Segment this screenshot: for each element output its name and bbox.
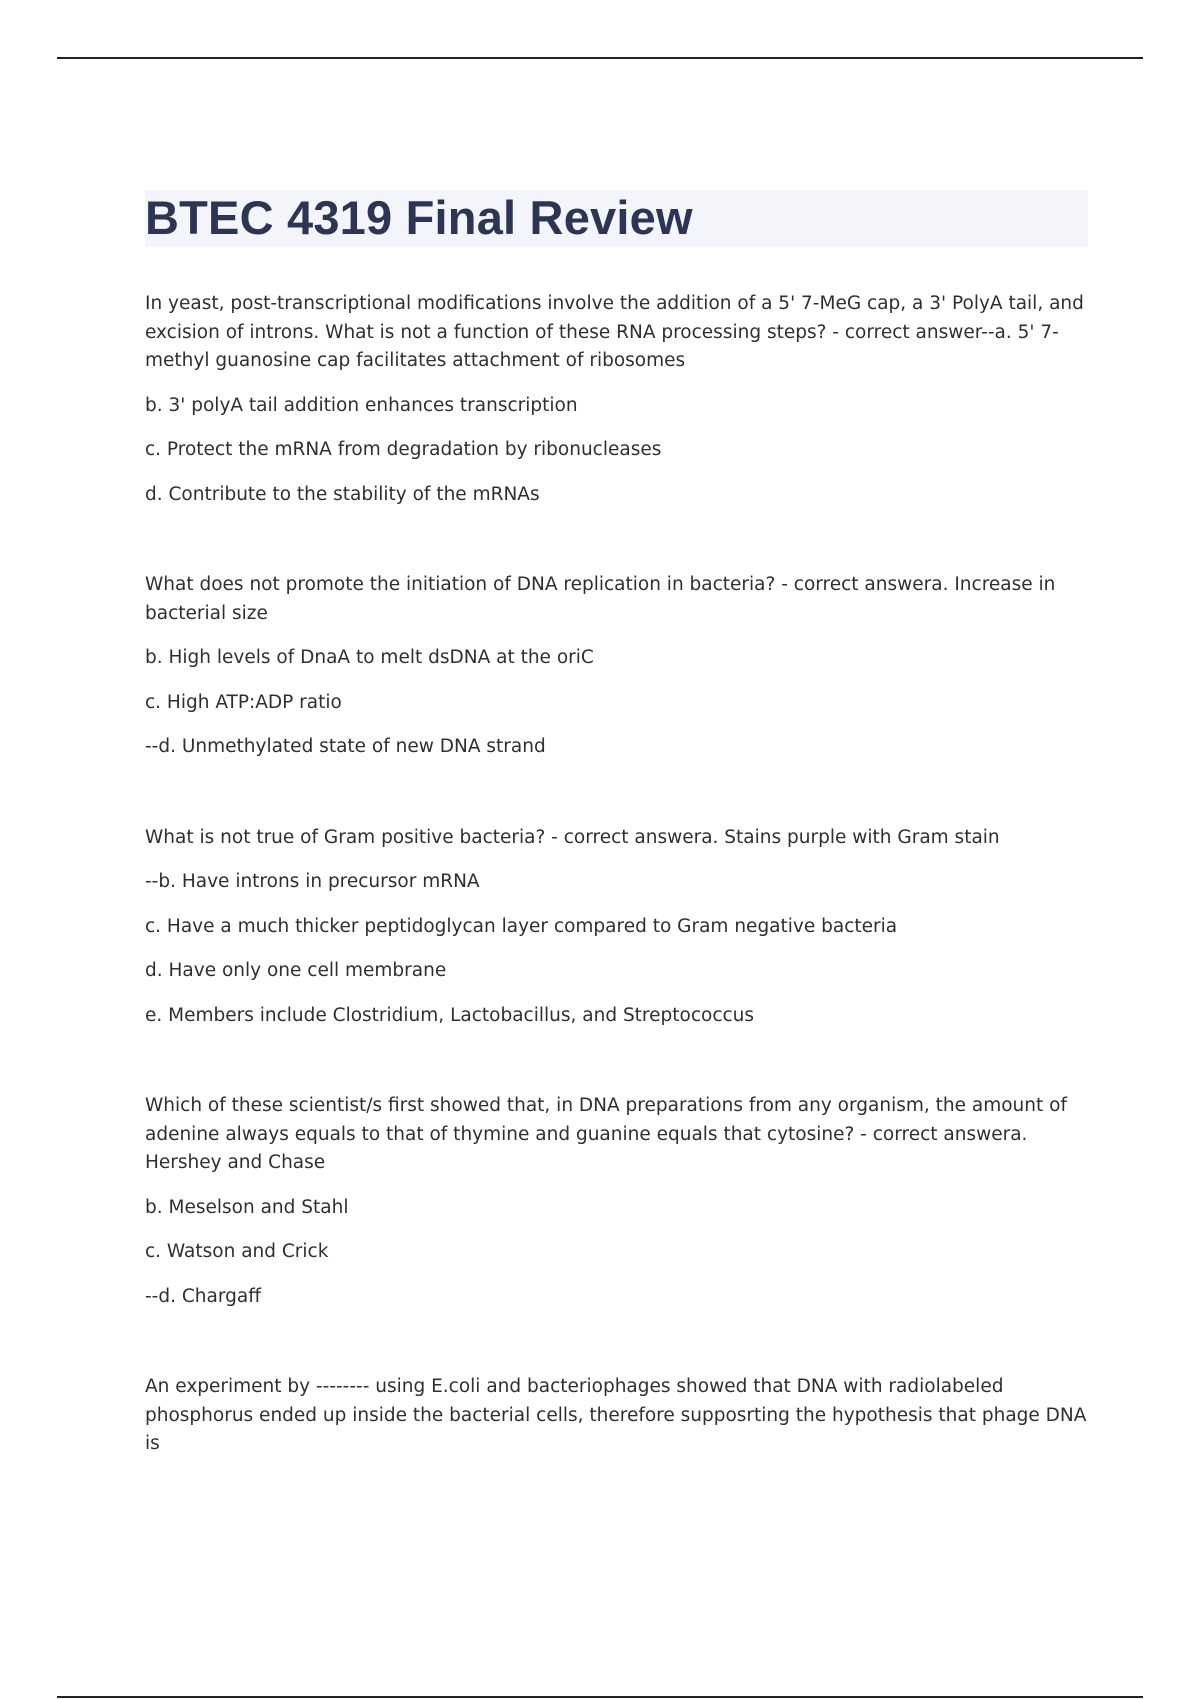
- question-block: [145, 1092, 1090, 1311]
- answer-option: c. Have a much thicker peptidoglycan layer compared to Gram negative bacteria: [145, 915, 898, 937]
- answer-option: b. 3' polyA tail addition enhances transcription: [145, 394, 578, 416]
- answer-option: b. High levels of DnaA to melt dsDNA at the oriC: [145, 647, 594, 668]
- header-rule: [57, 57, 1143, 59]
- answer-option: --d. Chargaff: [145, 1285, 261, 1307]
- question-block: [145, 290, 1090, 509]
- title-banner: [145, 190, 1088, 247]
- answer-option: --b. Have introns in precursor mRNA: [145, 871, 480, 892]
- block-spacer: [145, 1046, 1090, 1092]
- question-text: In yeast, post-transcriptional modifications involve the addition of a 5' 7-MeG cap, a 3' PolyA tail, and excision of introns. What is not a function of these RNA processing steps? - correct answer--a. 5' 7-methyl guanosine cap facilitates attachment of ribosomes: [145, 293, 1084, 371]
- block-spacer: [145, 1327, 1090, 1373]
- question-text: What does not promote the initiation of DNA replication in bacteria? - correct answera. Increase in bacterial size: [145, 574, 1056, 624]
- answer-option: c. Protect the mRNA from degradation by ribonucleases: [145, 439, 662, 460]
- question-block: [145, 1373, 1090, 1459]
- answer-option: e. Members include Clostridium, Lactobacillus, and Streptococcus: [145, 1004, 755, 1026]
- answer-option: d. Have only one cell membrane: [145, 960, 447, 981]
- question-text: Which of these scientist/s first showed that, in DNA preparations from any organism, the amount of adenine always equals to that of thymine and guanine equals that cytosine? - correct answera. Hershey and Chase: [145, 1095, 1067, 1173]
- answer-option: c. Watson and Crick: [145, 1241, 329, 1262]
- question-block: [145, 824, 1090, 1031]
- answer-option: c. High ATP:ADP ratio: [145, 691, 342, 713]
- answer-option: --d. Unmethylated state of new DNA strand: [145, 736, 546, 757]
- page-title: BTEC 4319 Final Review: [145, 191, 693, 244]
- block-spacer: [145, 778, 1090, 824]
- question-text: What is not true of Gram positive bacteria? - correct answera. Stains purple with Gram stain: [145, 826, 1000, 848]
- question-list: [145, 290, 1090, 1475]
- footer-rule: [57, 1696, 1143, 1698]
- block-spacer: [145, 525, 1090, 571]
- question-block: [145, 571, 1090, 762]
- answer-option: b. Meselson and Stahl: [145, 1196, 349, 1218]
- answer-option: d. Contribute to the stability of the mRNAs: [145, 483, 540, 505]
- question-text: An experiment by -------- using E.coli and bacteriophages showed that DNA with radiolabeled phosphorus ended up inside the bacterial cells, therefore supposrting the hypothesis that phage DNA is: [145, 1376, 1087, 1454]
